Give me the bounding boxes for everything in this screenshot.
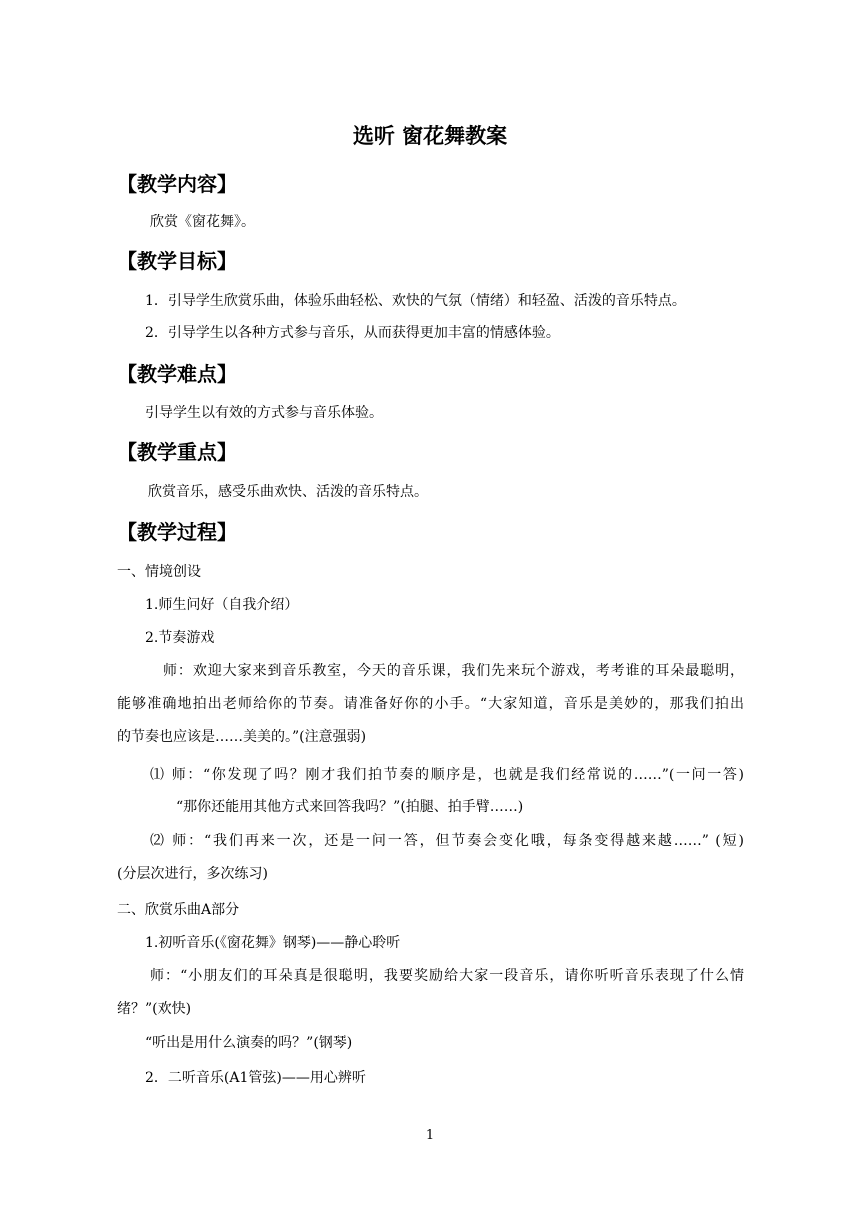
process-line: 师：欢迎大家来到音乐教室，今天的音乐课，我们先来玩个游戏，考考谁的耳朵最聪明， xyxy=(163,663,744,679)
document-title: 选听 窗花舞教案 xyxy=(352,124,508,148)
process-line: 的节奏也应该是……美美的。”(注意强弱) xyxy=(117,729,367,745)
difficulty-text: 引导学生以有效的方式参与音乐体验。 xyxy=(145,405,383,421)
heading-objectives: 【教学目标】 xyxy=(117,249,237,273)
heading-process: 【教学过程】 xyxy=(117,520,237,544)
process-line: ⑴ 师：“你发现了吗？刚才我们拍节奏的顺序是，也就是我们经常说的……”(一问一答) xyxy=(150,767,744,783)
focus-text: 欣赏音乐，感受乐曲欢快、活泼的音乐特点。 xyxy=(148,484,428,500)
process-line: 一、情境创设 xyxy=(117,564,201,580)
process-line: 2．二听音乐(A1管弦)——用心辨听 xyxy=(145,1070,366,1086)
objective-item-2: 2．引导学生以各种方式参与音乐，从而获得更加丰富的情感体验。 xyxy=(145,325,560,341)
content-text: 欣赏《窗花舞》。 xyxy=(150,214,255,230)
heading-content: 【教学内容】 xyxy=(117,172,237,196)
process-line: 能够准确地拍出老师给你的节奏。请准备好你的小手。“大家知道，音乐是美妙的，那我们拍出 xyxy=(117,696,744,712)
process-line: 2.节奏游戏 xyxy=(145,630,215,646)
process-line: 1.师生问好（自我介绍） xyxy=(145,597,299,613)
heading-difficulty: 【教学难点】 xyxy=(117,362,237,386)
process-line: 二、欣赏乐曲A部分 xyxy=(117,902,240,918)
process-line: 师：“小朋友们的耳朵真是很聪明，我要奖励给大家一段音乐，请你听听音乐表现了什么情 xyxy=(150,968,744,984)
process-line: (分层次进行，多次练习) xyxy=(117,866,268,882)
heading-focus: 【教学重点】 xyxy=(117,440,237,464)
process-line: “听出是用什么演奏的吗？”(钢琴) xyxy=(145,1035,353,1051)
objective-item-1: 1．引导学生欣赏乐曲，体验乐曲轻松、欢快的气氛（情绪）和轻盈、活泼的音乐特点。 xyxy=(145,293,686,309)
page-number: 1 xyxy=(425,1128,435,1143)
process-line: ⑵ 师：“我们再来一次，还是一问一答，但节奏会变化哦，每条变得越来越……” (短) xyxy=(150,833,744,849)
process-line: “那你还能用其他方式来回答我吗？”(拍腿、拍手臂……) xyxy=(176,799,524,815)
process-line: 1.初听音乐(《窗花舞》钢琴)——静心聆听 xyxy=(145,935,401,951)
process-line: 绪？”(欢快) xyxy=(117,1001,192,1017)
